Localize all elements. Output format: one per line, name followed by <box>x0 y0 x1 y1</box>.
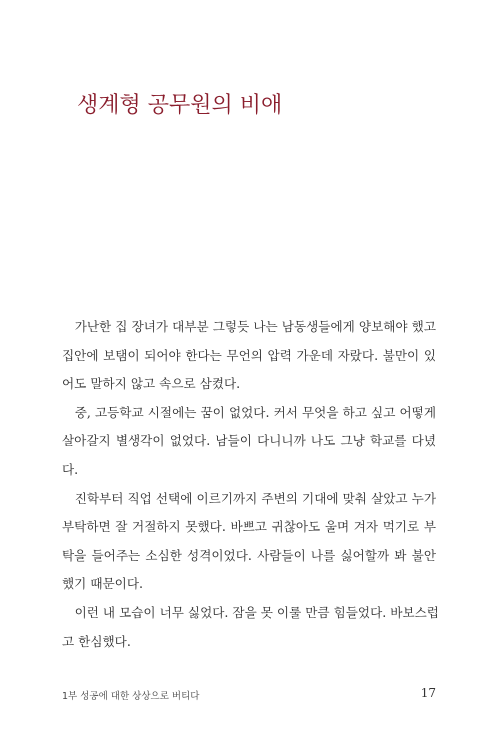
body-line: 부탁하면 잘 거절하지 못했다. 바쁘고 귀찮아도 울며 겨자 먹기로 부 <box>62 519 436 535</box>
body-line: 다. <box>62 461 79 477</box>
body-line: 집안에 보탬이 되어야 한다는 무언의 압력 가운데 자랐다. 불만이 있 <box>62 347 436 363</box>
body-line: 고 한심했다. <box>62 633 131 649</box>
body-line: 했기 때문이다. <box>62 576 143 592</box>
body-line: 탁을 들어주는 소심한 성격이었다. 사람들이 나를 싫어할까 봐 불안 <box>62 547 436 563</box>
body-line: 어도 말하지 않고 속으로 삼켰다. <box>62 376 241 392</box>
running-head: 1부 성공에 대한 상상으로 버티다 <box>62 691 200 702</box>
body-line: 살아갈지 별생각이 없었다. 남들이 다니니까 나도 그냥 학교를 다녔 <box>62 433 436 449</box>
body-line: 가난한 집 장녀가 대부분 그렇듯 나는 남동생들에게 양보해야 했고 <box>62 319 436 334</box>
body-text <box>62 313 439 656</box>
body-line: 이런 내 모습이 너무 싫었다. 잠을 못 이룰 만큼 힘들었다. 바보스럽 <box>62 604 439 620</box>
chapter-title: 생계형 공무원의 비애 <box>77 93 283 118</box>
page-footer <box>62 686 436 706</box>
body-line: 중, 고등학교 시절에는 꿈이 없었다. 커서 무엇을 하고 싶고 어떻게 <box>62 404 436 420</box>
page-number: 17 <box>420 686 436 700</box>
body-line: 진학부터 직업 선택에 이르기까지 주변의 기대에 맞춰 살았고 누가 <box>62 490 436 506</box>
